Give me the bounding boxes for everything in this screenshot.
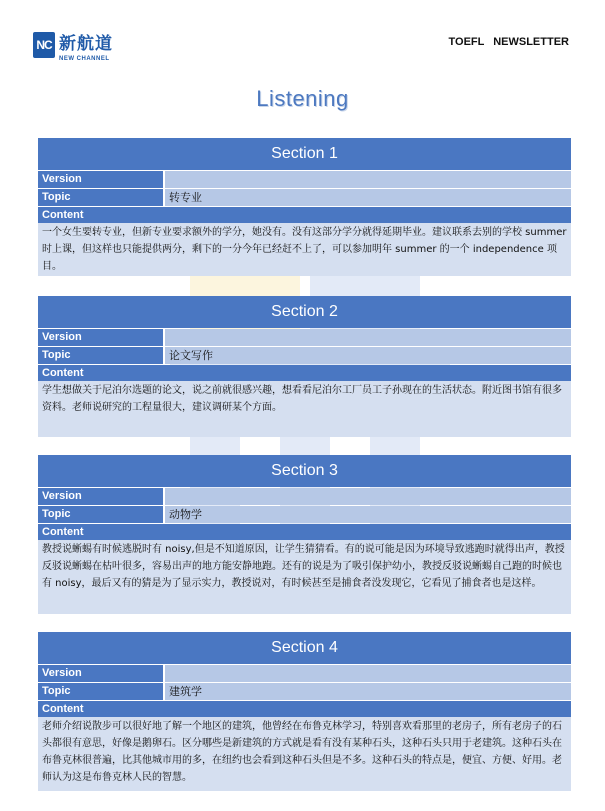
logo-english-name: NEW CHANNEL xyxy=(59,55,110,62)
section-2 xyxy=(38,296,571,437)
content-text: 教授说蜥蜴有时候逃脱时有 noisy,但是不知道原因，让学生猜猜看。有的说可能是因为环境导致逃跑时就得出声，教授反驳说蜥蜴在枯叶很多，容易出声的地方能安静地跑。还有的说是为了吸引保护幼小，教授反驳说蜥蜴自己跑的时候也有 noisy，最后又有的猜是为了显示实力，教授说对，有时候甚至是捕食者没发现它，它看见了捕食者也是这样。 xyxy=(38,540,571,614)
section-3 xyxy=(38,455,571,614)
content-label: Content xyxy=(38,524,571,540)
version-value xyxy=(165,171,571,188)
topic-label: Topic xyxy=(38,683,163,700)
logo-chinese-name: 新航道 xyxy=(59,33,113,54)
topic-value: 建筑学 xyxy=(165,683,571,700)
version-label: Version xyxy=(38,329,163,346)
section-4 xyxy=(38,632,571,791)
version-value xyxy=(165,488,571,505)
topic-value: 转专业 xyxy=(165,189,571,206)
content-text: 学生想做关于尼泊尔选题的论文，说之前就很感兴趣，想看看尼泊尔工厂员工子孙现在的生活状态。附近图书馆有很多资料。老师说研究的工程量很大，建议调研某个方面。 xyxy=(38,381,571,437)
content-label: Content xyxy=(38,701,571,717)
version-value xyxy=(165,329,571,346)
topic-value: 动物学 xyxy=(165,506,571,523)
content-label: Content xyxy=(38,207,571,223)
topic-value: 论文写作 xyxy=(165,347,571,364)
version-label: Version xyxy=(38,488,163,505)
brand-logo xyxy=(33,30,113,60)
page-title: Listening xyxy=(256,86,349,111)
version-label: Version xyxy=(38,171,163,188)
newsletter-title: TOEFL NEWSLETTER xyxy=(448,36,569,48)
section-title: Section 4 xyxy=(38,632,571,664)
page-header xyxy=(0,0,605,70)
version-label: Version xyxy=(38,665,163,682)
section-title: Section 1 xyxy=(38,138,571,170)
logo-mark-icon: NC xyxy=(33,32,55,58)
topic-label: Topic xyxy=(38,189,163,206)
version-value xyxy=(165,665,571,682)
topic-label: Topic xyxy=(38,506,163,523)
section-1 xyxy=(38,138,571,276)
section-title: Section 3 xyxy=(38,455,571,487)
topic-label: Topic xyxy=(38,347,163,364)
content-text: 老师介绍说散步可以很好地了解一个地区的建筑，他曾经在布鲁克林学习，特别喜欢看那里的老房子，所有老房子的石头都很有意思，好像是鹅卵石。区分哪些是新建筑的方式就是看有没有某种石头，这种石头只用于老建筑。这种石头在布鲁克林很普遍，比其他城市用的多，在纽约也会看到这种石头但是不多。这种石头的特点是，便宜、方便、好用。老师认为这是布鲁克林人民的智慧。 xyxy=(38,717,571,791)
content-label: Content xyxy=(38,365,571,381)
content-text: 一个女生要转专业，但新专业要求额外的学分，她没有。没有这部分学分就得延期毕业。建议联系去别的学校 summer 时上课，但这样也只能提供两分，剩下的一分今年已经赶不上了，可以参加明年 summer 的一个 independence 项目。 xyxy=(38,223,571,276)
section-title: Section 2 xyxy=(38,296,571,328)
